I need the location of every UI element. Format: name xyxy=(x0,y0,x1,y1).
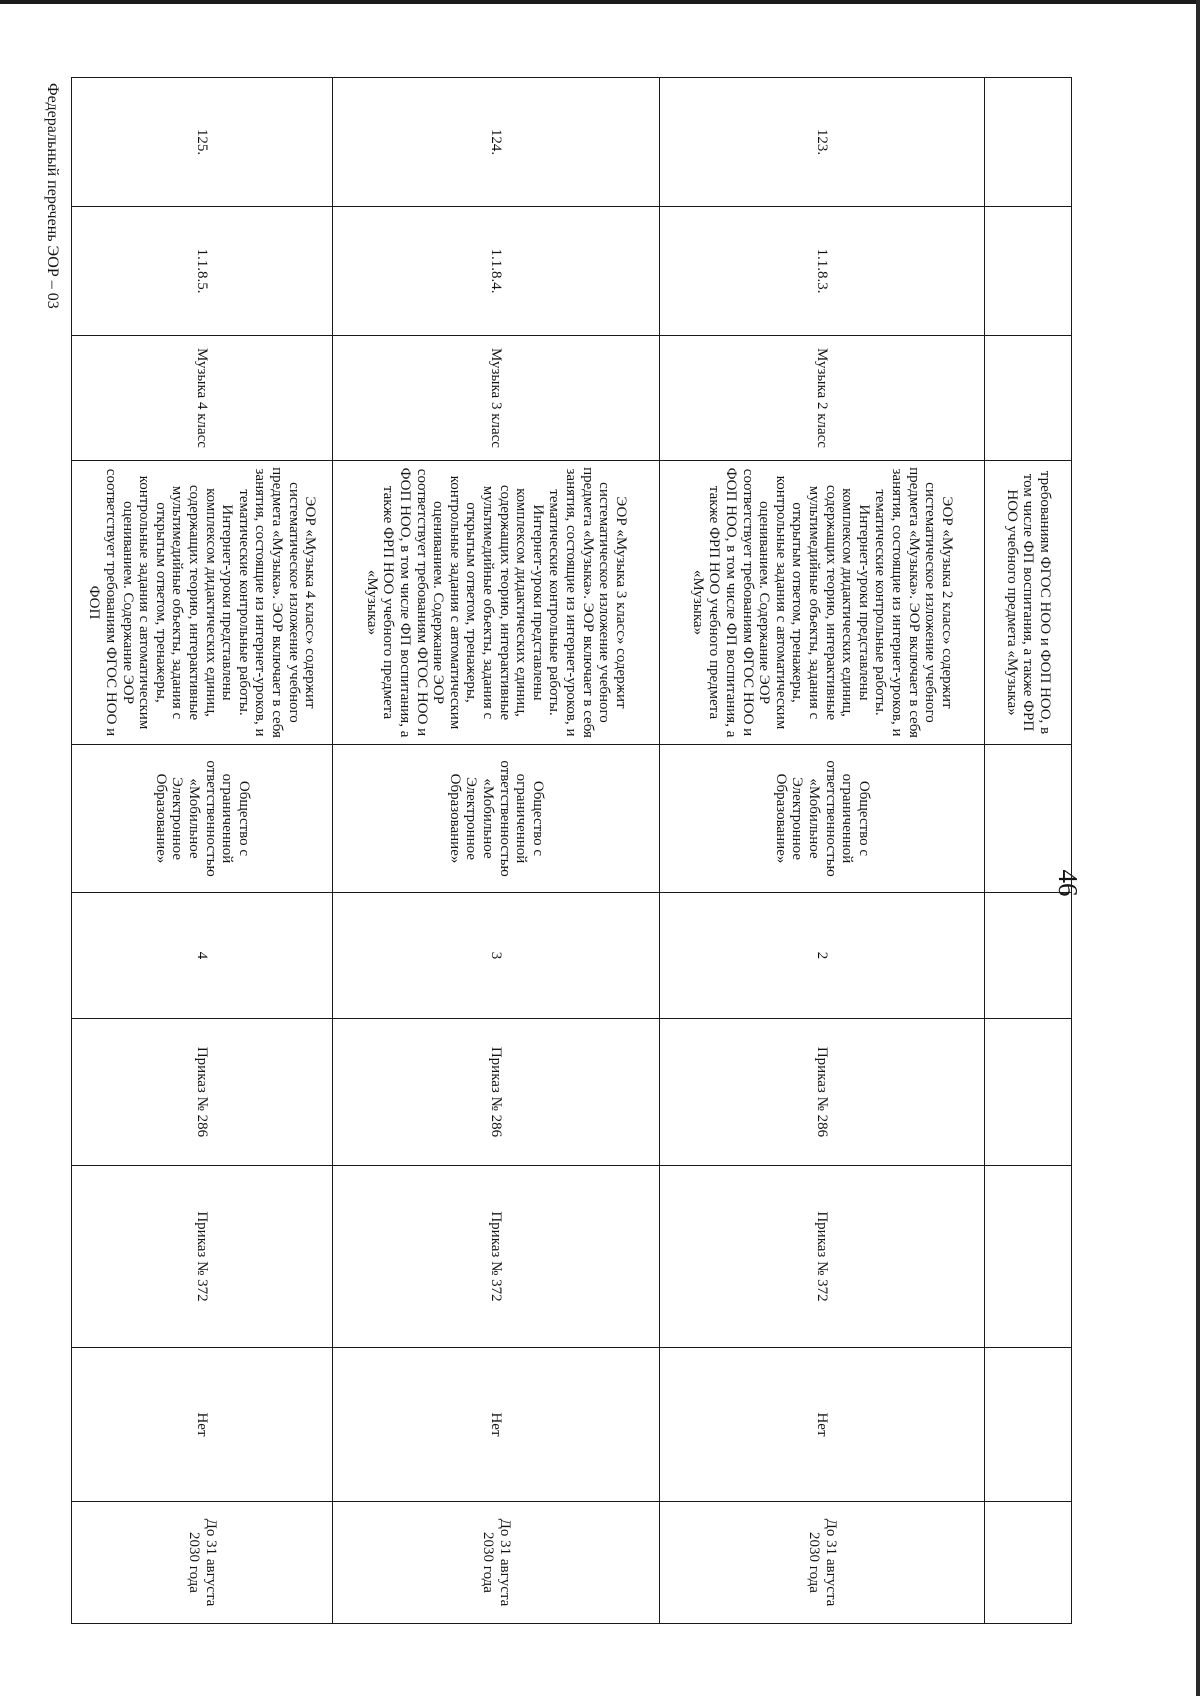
cell-description: ЭОР «Музыка 2 класс» содержит систематическое изложение учебного предмета «Музыка». ЭОР включает в себя занятия, состоящие из интернет-уроков, и тематические контрольные работы. Интернет-уроки представлены комплексом дидактических единиц, содержащих теорию, интерактивные мультимедийные объекты, задания с открытым ответом, тренажеры, контрольные задания с автоматическим оцениванием. Содержание ЭОР соответствует требованиям ФГОС НОО и ФОП НОО, в том числе ФП воспитания, а также ФРП НОО учебного предмета «Музыка» xyxy=(660,461,985,745)
cell-code: 1.1.8.4. xyxy=(333,207,660,336)
cell-num: 124. xyxy=(333,78,660,207)
cell-name: Музыка 2 класс xyxy=(660,336,985,461)
cell-order1: Приказ № 286 xyxy=(660,1019,985,1166)
scan-edge-right xyxy=(1196,0,1200,1696)
cell-flag: Нет xyxy=(660,1348,985,1502)
cell-code: 1.1.8.3. xyxy=(660,207,985,336)
cell-grade: 2 xyxy=(660,893,985,1019)
cell-flag: Нет xyxy=(333,1348,660,1502)
cell-deadline xyxy=(985,1502,1072,1624)
cell-organization: Общество с ограниченной ответственностью «Мобильное Электронное Образование» xyxy=(333,745,660,893)
cell-grade: 4 xyxy=(72,893,333,1019)
cell-deadline: До 31 августа 2030 года xyxy=(72,1502,333,1624)
cell-name xyxy=(985,336,1072,461)
cell-order1: Приказ № 286 xyxy=(72,1019,333,1166)
cell-num: 125. xyxy=(72,78,333,207)
table-row xyxy=(660,78,985,1624)
cell-organization: Общество с ограниченной ответственностью «Мобильное Электронное Образование» xyxy=(72,745,333,893)
table-row xyxy=(333,78,660,1624)
cell-num: 123. xyxy=(660,78,985,207)
cell-order2: Приказ № 372 xyxy=(72,1166,333,1348)
cell-num xyxy=(985,78,1072,207)
cell-deadline: До 31 августа 2030 года xyxy=(660,1502,985,1624)
cell-flag xyxy=(985,1348,1072,1502)
cell-description: требованиям ФГОС НОО и ФОП НОО, в том числе ФП воспитания, а также ФРП НОО учебного предмета «Музыка» xyxy=(985,461,1072,745)
cell-order2: Приказ № 372 xyxy=(333,1166,660,1348)
cell-code xyxy=(985,207,1072,336)
cell-organization: Общество с ограниченной ответственностью «Мобильное Электронное Образование» xyxy=(660,745,985,893)
cell-order2: Приказ № 372 xyxy=(660,1166,985,1348)
cell-name: Музыка 3 класс xyxy=(333,336,660,461)
footer-text: Федеральный перечень ЭОР – 03 xyxy=(44,83,61,309)
cell-order1: Приказ № 286 xyxy=(333,1019,660,1166)
cell-name: Музыка 4 класс xyxy=(72,336,333,461)
page-number: 46 xyxy=(1053,869,1083,897)
table-row-continuation xyxy=(985,78,1072,1624)
cell-code: 1.1.8.5. xyxy=(72,207,333,336)
cell-order2 xyxy=(985,1166,1072,1348)
cell-flag: Нет xyxy=(72,1348,333,1502)
cell-description: ЭОР «Музыка 3 класс» содержит систематическое изложение учебного предмета «Музыка». ЭОР включает в себя занятия, состоящие из интернет-уроков, и тематические контрольные работы. Интернет-уроки представлены комплексом дидактических единиц, содержащих теорию, интерактивные мультимедийные объекты, задания с открытым ответом, тренажеры, контрольные задания с автоматическим оцениванием. Содержание ЭОР соответствует требованиям ФГОС НОО и ФОП НОО, в том числе ФП воспитания, а также ФРП НОО учебного предмета «Музыка» xyxy=(333,461,660,745)
scan-edge-top xyxy=(0,0,1200,4)
cell-grade: 3 xyxy=(333,893,660,1019)
cell-grade xyxy=(985,893,1072,1019)
eor-table xyxy=(86,77,1072,1623)
cell-deadline: До 31 августа 2030 года xyxy=(333,1502,660,1624)
cell-organization xyxy=(985,745,1072,893)
cell-order1 xyxy=(985,1019,1072,1166)
cell-description: ЭОР «Музыка 4 класс» содержит систематическое изложение учебного предмета «Музыка». ЭОР включает в себя занятия, состоящие из интернет-уроков, и тематические контрольные работы. Интернет-уроки представлены комплексом дидактических единиц, содержащих теорию, интерактивные мультимедийные объекты, задания с открытым ответом, тренажеры, контрольные задания с автоматическим оцениванием. Содержание ЭОР соответствует требованиям ФГОС НОО и ФОП xyxy=(72,461,333,745)
table-row xyxy=(72,78,333,1624)
